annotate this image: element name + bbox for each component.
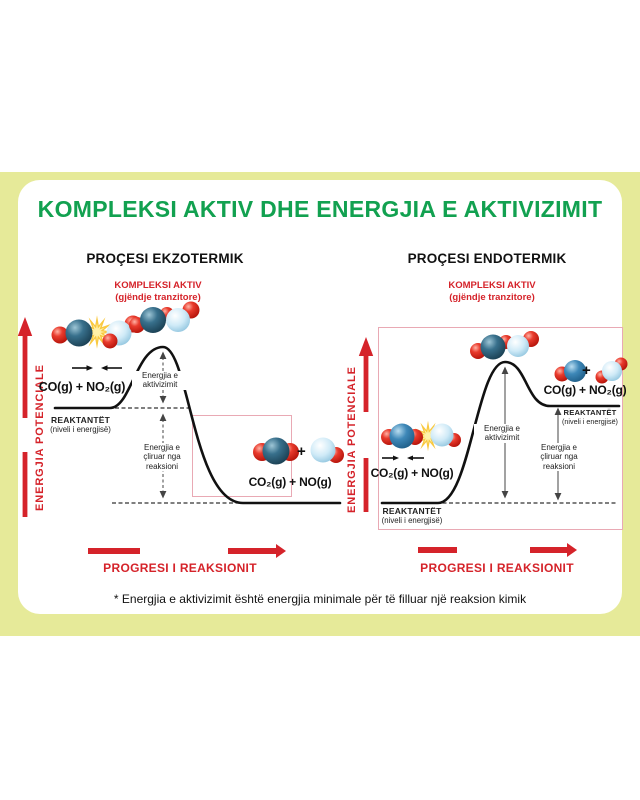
left-complex-subtitle: (gjëndje tranzitore) (115, 291, 201, 303)
right-products-level-label (558, 408, 622, 426)
right-collision-arrows-icon (382, 456, 424, 461)
left-co-molecule (52, 320, 93, 347)
left-reactants-level-label (33, 415, 128, 434)
right-transition-state-molecule (470, 331, 539, 360)
right-progress-arrow-head (567, 543, 577, 557)
left-activation-energy-label: Energjia e aktivizimit (132, 371, 188, 390)
left-complex-title: KOMPLEKSI AKTIV (114, 280, 202, 291)
left-active-complex-label (83, 280, 233, 304)
right-activation-energy-label: Energjia e aktivizimit (474, 424, 530, 443)
left-released-energy-label: Energjia e çliruar nga reaksioni (136, 443, 188, 471)
right-reactants-level-subtitle: (niveli i energjisë) (381, 516, 443, 525)
left-reactants-formula: CO(g) + NO₂(g) (38, 380, 126, 394)
left-reactants-level-title: REAKTANTËT (51, 415, 110, 425)
right-reactants-level-label (362, 506, 462, 525)
left-transition-state-molecule (129, 302, 200, 334)
right-products-level-subtitle: (niveli i energjisë) (562, 417, 618, 426)
left-progress-label: PROGRESI I REAKSIONIT (103, 561, 257, 575)
right-reactants-formula: CO₂(g) + NO(g) (370, 466, 454, 480)
right-no2-molecule (596, 358, 628, 384)
right-no-molecule (431, 424, 462, 448)
right-co2-molecule (381, 424, 423, 449)
left-progress-arrow-shaft (228, 548, 276, 554)
left-energy-axis-arrow (18, 317, 32, 517)
left-products-plus: + (297, 443, 306, 460)
left-reactants-level-subtitle: (niveli i energjisë) (50, 425, 111, 434)
right-released-energy-label: Energjia e çliruar nga reaksioni (533, 443, 585, 471)
left-y-axis-label: ENERGJIA POTENCIALE (34, 364, 46, 512)
right-diagram-heading: PROÇESI ENDOTERMIK (407, 251, 567, 266)
right-progress-arrow-segment (418, 547, 457, 553)
right-complex-subtitle: (gjëndje tranzitore) (449, 291, 535, 303)
left-diagram-heading: PROÇESI EKZOTERMIK (86, 251, 244, 266)
left-progress-arrow-segment (88, 548, 140, 554)
right-complex-title: KOMPLEKSI AKTIV (448, 280, 536, 291)
left-collision-arrows-icon (72, 365, 122, 371)
page-title: KOMPLEKSI AKTIV DHE ENERGJIA E AKTIVIZIMIT (37, 196, 603, 222)
right-reactants-level-title: REAKTANTËT (382, 506, 442, 516)
left-no-molecule (311, 438, 345, 464)
footnote: * Energjia e aktivizimit është energjia minimale për të filluar një reaksion kimik (113, 592, 527, 606)
left-products-formula: CO₂(g) + NO(g) (248, 475, 332, 489)
right-products-level-title: REAKTANTËT (563, 408, 617, 417)
right-y-axis-label: ENERGJIA POTENCIALE (346, 366, 358, 513)
left-progress-arrow-head (276, 544, 286, 558)
right-products-plus: + (582, 362, 591, 379)
right-progress-arrow-shaft (530, 547, 567, 553)
right-products-formula: CO(g) + NO₂(g) (543, 383, 627, 397)
left-co2-molecule (253, 438, 299, 465)
right-active-complex-label (417, 280, 567, 304)
right-progress-label: PROGRESI I REAKSIONIT (420, 561, 574, 575)
